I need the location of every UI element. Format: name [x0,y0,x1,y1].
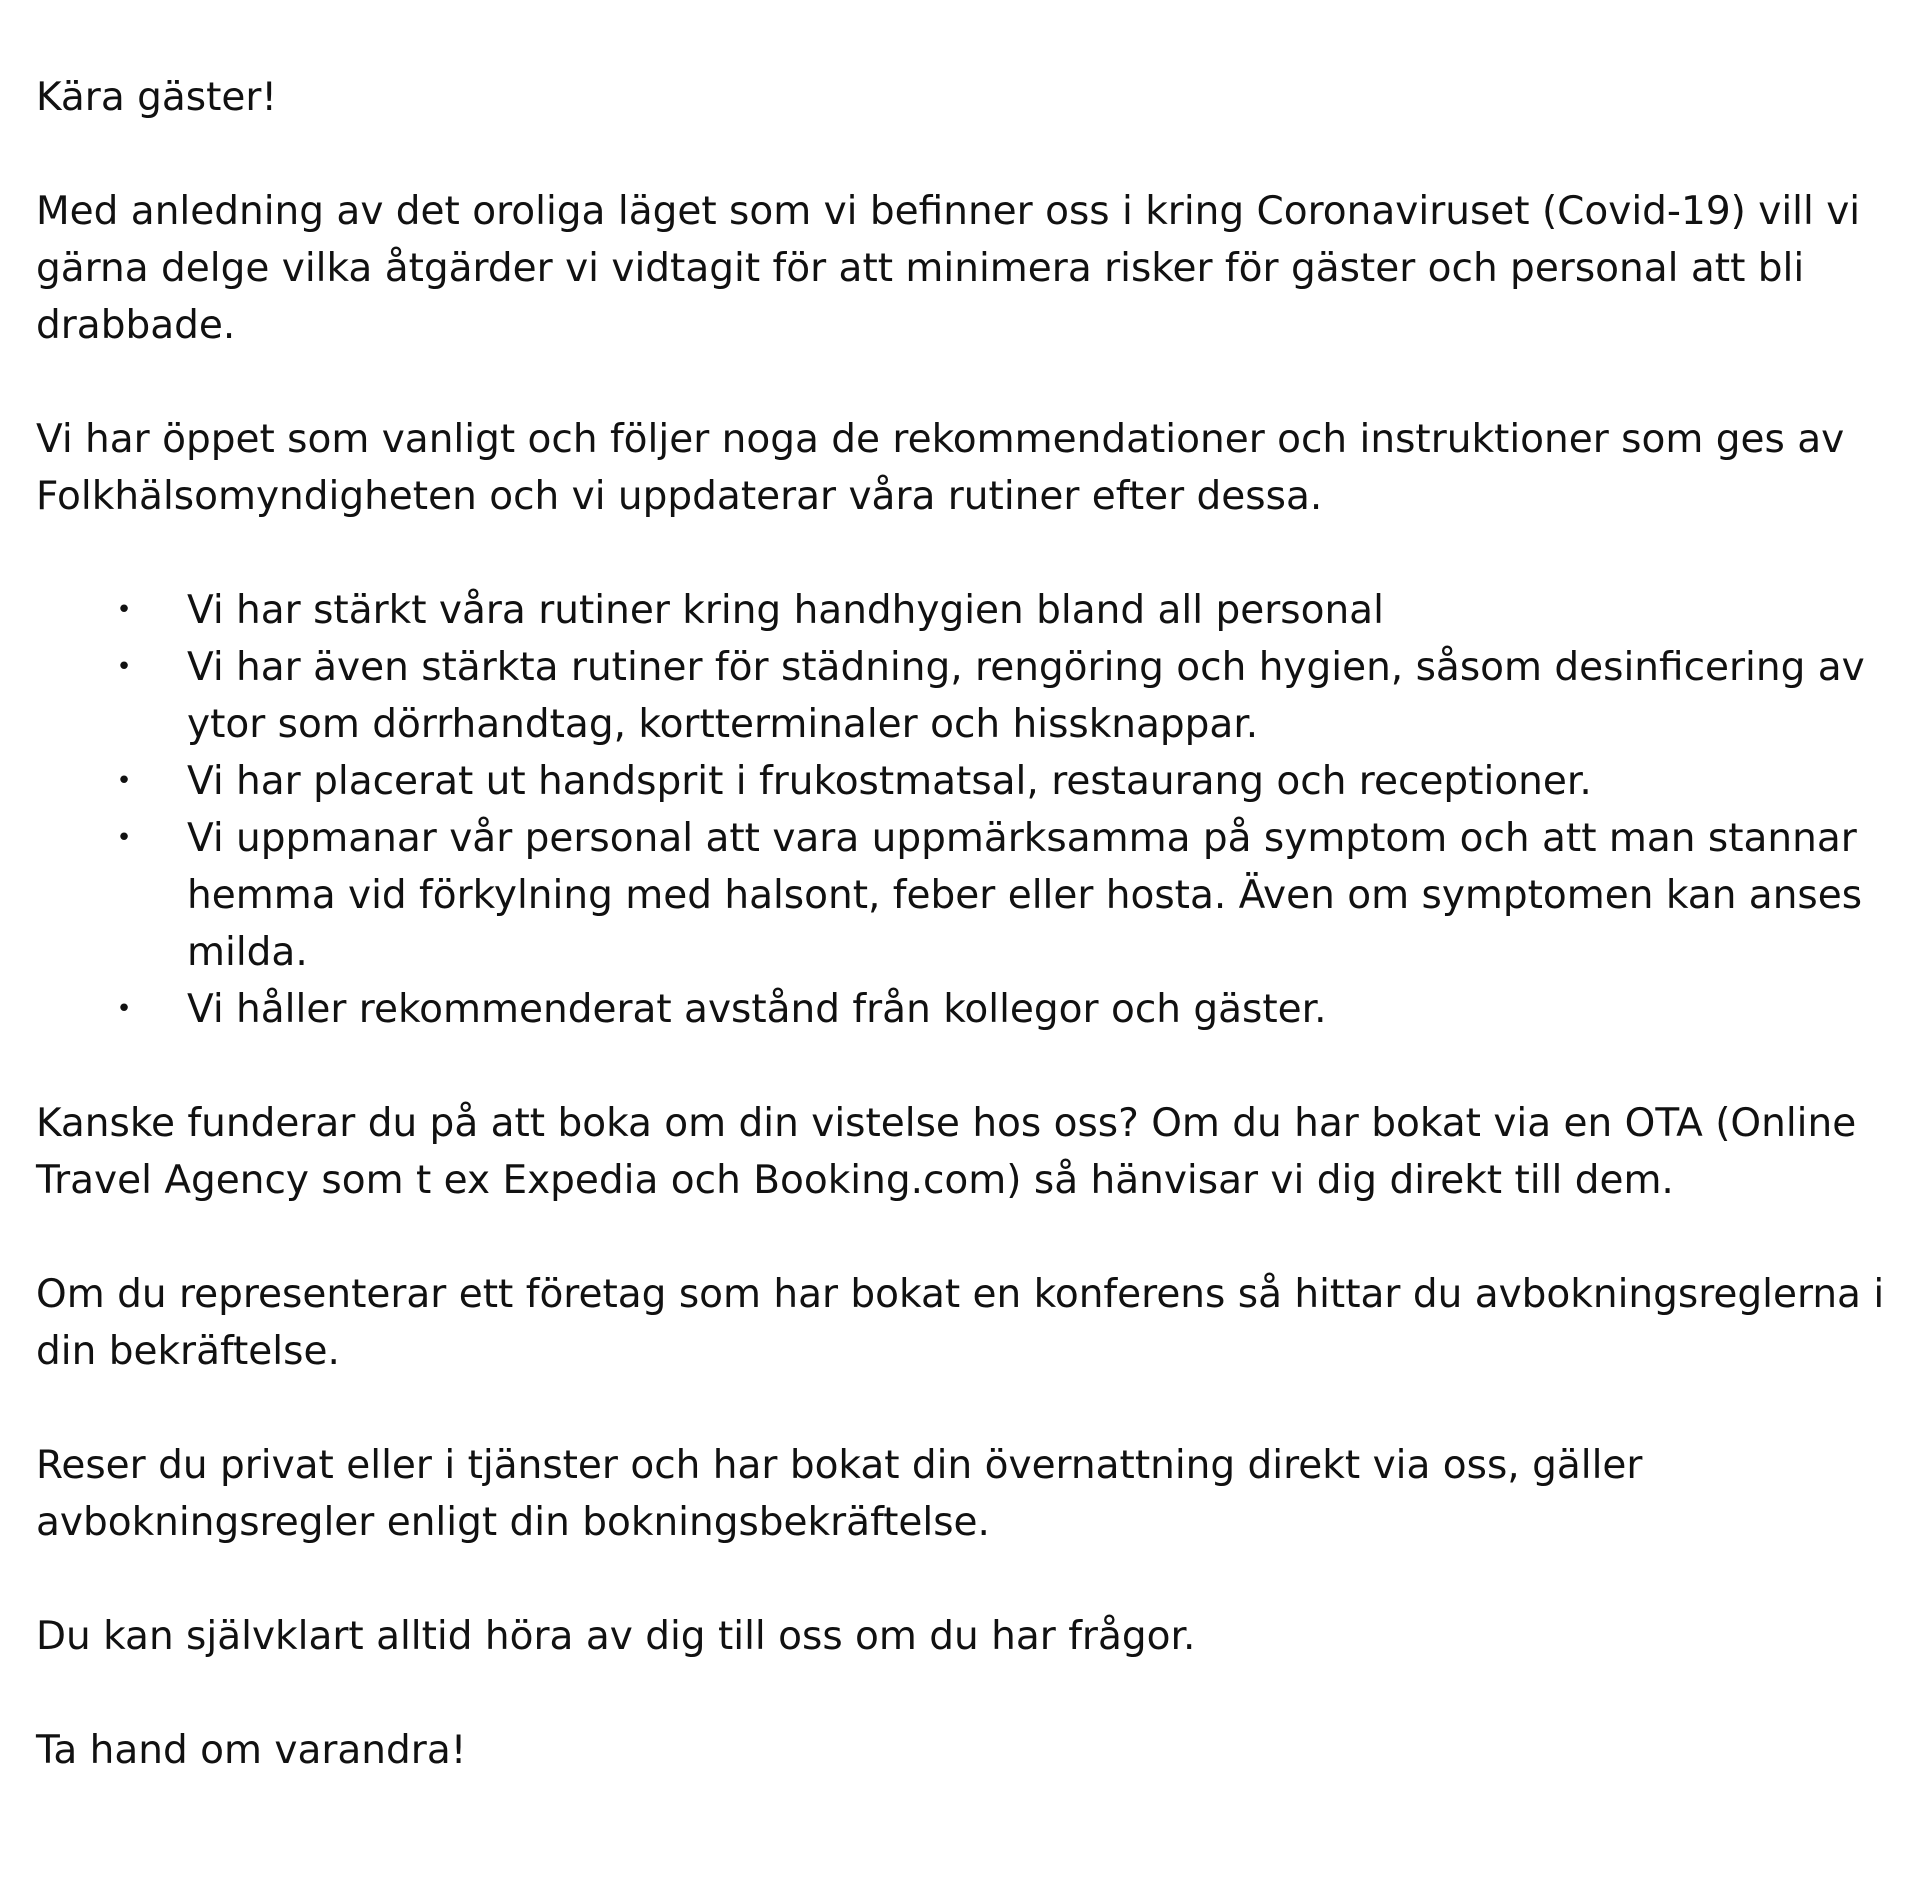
bullet-icon: • [116,652,132,682]
measure-text: Vi uppmanar vår personal att vara uppmärksamma på symptom och att man stannar hemma vid förkylning med halsont, feber eller hosta. Även om symptomen kan anses milda. [187,816,1863,975]
paragraph-gap [36,525,1906,582]
measure-text: Vi håller rekommenderat avstånd från kollegor och gäster. [187,987,1327,1032]
closing-line: Ta hand om varandra! [36,1728,467,1773]
contact-paragraph: Du kan självklart alltid höra av dig till oss om du har frågor. [36,1614,1196,1659]
measure-text: Vi har placerat ut handsprit i frukostmatsal, restaurang och receptioner. [187,759,1592,804]
paragraph-gap [36,1665,1906,1722]
bullet-icon: • [116,823,132,853]
conference-paragraph: Om du representerar ett företag som har bokat en konferens så hittar du avbokningsreglerna i din bekräftelse. [36,1272,1885,1374]
letter-document [36,69,1906,1779]
private-travel-paragraph: Reser du privat eller i tjänster och har bokat din övernattning direkt via oss, gäller avbokningsregler enligt din bokningsbekräftelse. [36,1443,1643,1545]
open-notice-paragraph: Vi har öppet som vanligt och följer noga de rekommendationer och instruktioner som ges av Folkhälsomyndigheten och vi uppdaterar våra rutiner efter dessa. [36,417,1845,519]
measure-text: Vi har stärkt våra rutiner kring handhygien bland all personal [187,588,1384,633]
measures-list [36,582,1906,1038]
paragraph-gap [36,1209,1906,1266]
paragraph-gap [36,1551,1906,1608]
list-item [36,582,1907,639]
intro-paragraph: Med anledning av det oroliga läget som vi befinner oss i kring Coronaviruset (Covid-19) vill vi gärna delge vilka åtgärder vi vidtagit för att minimera risker för gäster och personal att bli drabbade. [36,189,1861,348]
list-item [36,639,1907,753]
paragraph-gap [36,1038,1906,1095]
paragraph-gap [36,126,1906,183]
list-item [36,753,1907,810]
list-item [36,981,1907,1038]
bullet-icon: • [116,595,132,625]
ota-paragraph: Kanske funderar du på att boka om din vistelse hos oss? Om du har bokat via en OTA (Online Travel Agency som t ex Expedia och Booking.com) så hänvisar vi dig direkt till dem. [36,1101,1857,1203]
paragraph-gap [36,354,1906,411]
measure-text: Vi har även stärkta rutiner för städning, rengöring och hygien, såsom desinficering av ytor som dörrhandtag, kortterminaler och hissknappar. [187,645,1865,747]
paragraph-gap [36,1380,1906,1437]
bullet-icon: • [116,766,132,796]
greeting: Kära gäster! [36,75,278,120]
list-item [36,810,1907,981]
bullet-icon: • [116,994,132,1024]
